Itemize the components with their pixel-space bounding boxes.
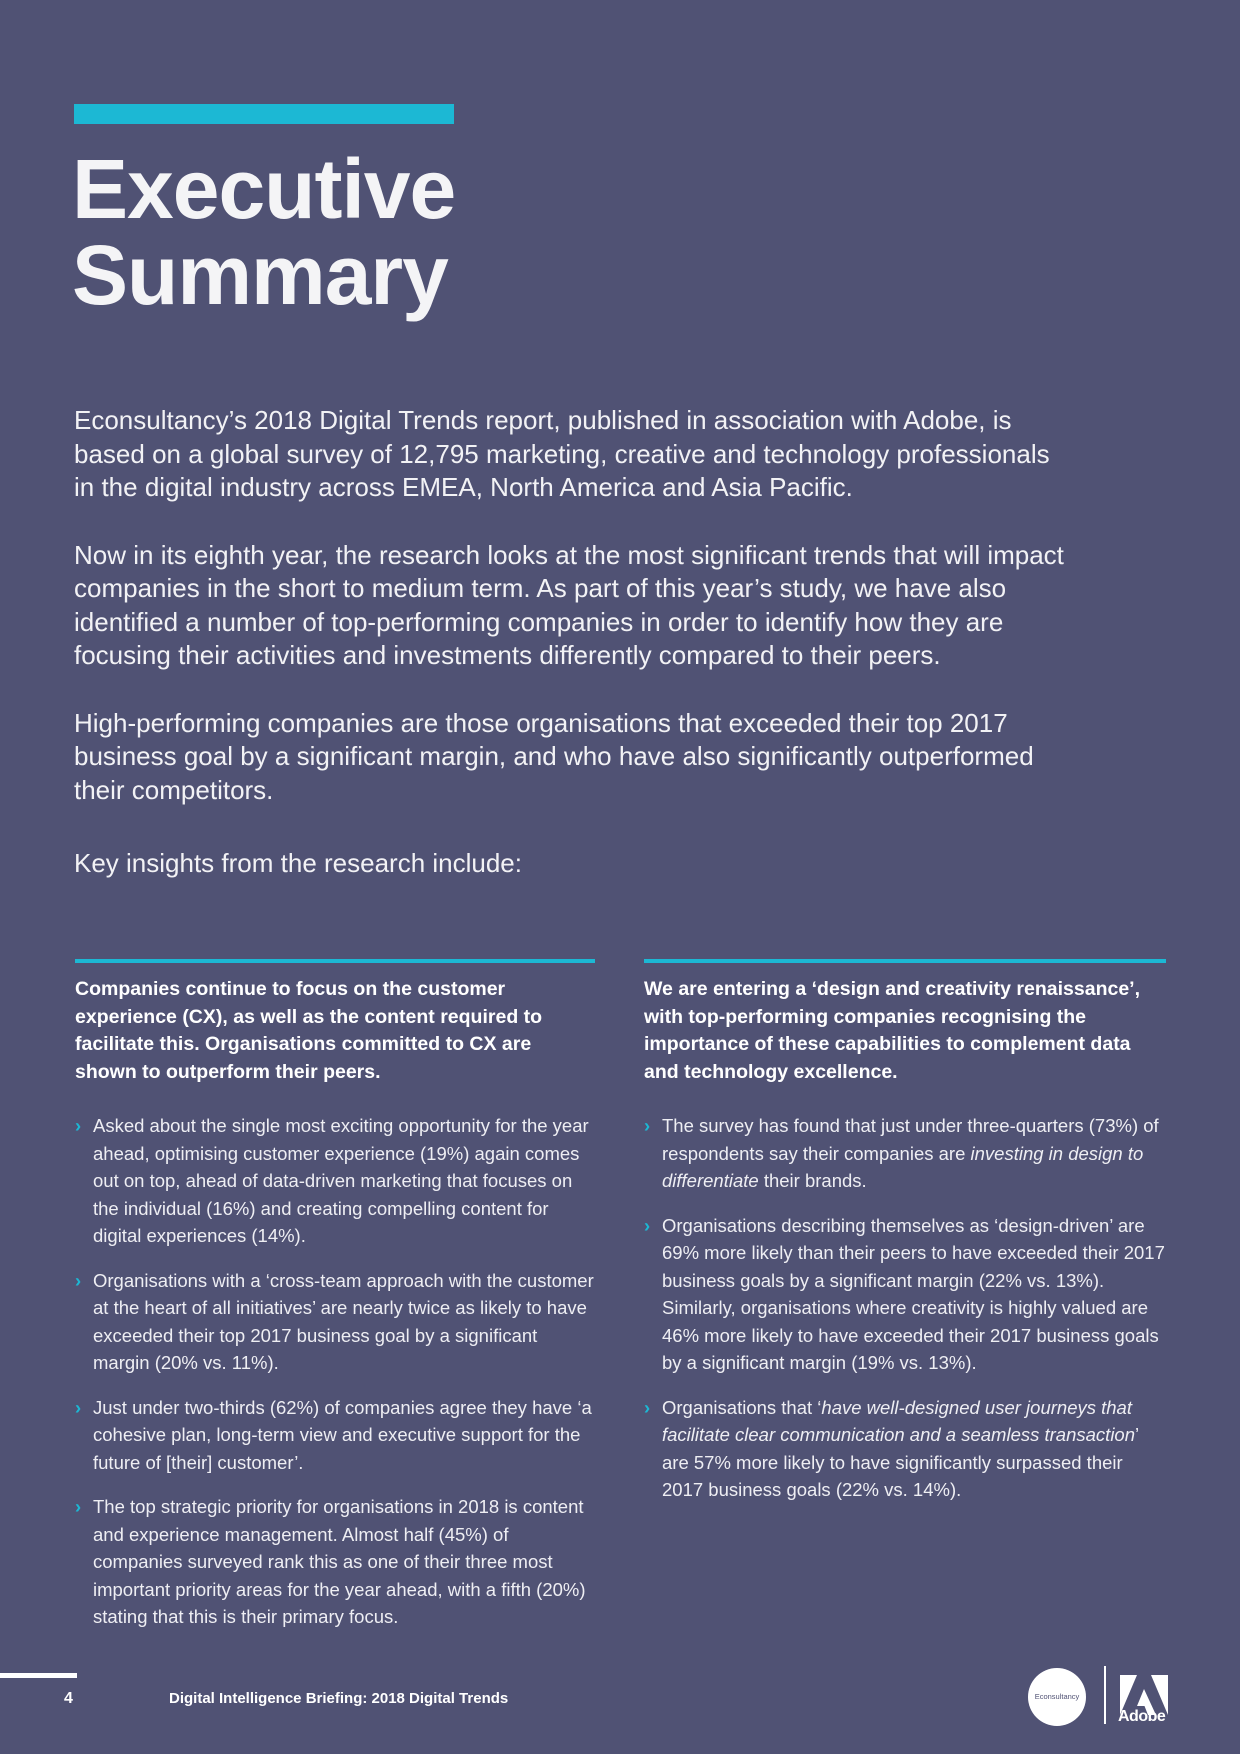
list-item <box>75 1267 595 1377</box>
intro-paragraph-3: High-performing companies are those organisations that exceeded their top 2017 business goal by a significant margin, and who have also significantly outperformed their competitors. <box>74 707 1034 805</box>
page-number: 4 <box>64 1690 73 1707</box>
left-insights-column <box>75 959 595 1648</box>
left-column-lead: Companies continue to focus on the customer experience (CX), as well as the content required to facilitate this. Organisations committed to CX are shown to outperform their peers. <box>75 978 543 1083</box>
footer-rule <box>0 1673 77 1678</box>
list-item <box>644 1212 1166 1377</box>
chevron-right-icon: › <box>75 1115 82 1136</box>
page-title <box>72 142 456 322</box>
right-insights-column <box>644 959 1166 1521</box>
list-item-text-emphasis: investing in design to differentiate <box>662 1142 1144 1191</box>
list-item-text: Asked about the single most exciting opportunity for the year ahead, optimising customer experience (19%) again comes out on top, ahead of data-driven marketing that focuses on the individual (16%) and creating compelling content for digital experiences (14%). <box>93 1115 589 1246</box>
list-item-text: Organisations describing themselves as ‘design-driven’ are 69% more likely than their peers to have exceeded their 2017 business goals by a significant margin (22% vs. 13%). Similarly, organisations where creativity is highly valued are 46% more likely to have exceeded their 2017 business goals by a significant margin (19% vs. 13%). <box>662 1214 1165 1373</box>
footer-report-title: Digital Intelligence Briefing: 2018 Digital Trends <box>169 1690 509 1707</box>
adobe-wordmark: Adobe <box>1118 1708 1166 1725</box>
left-bullet-list <box>75 1112 595 1631</box>
list-item <box>75 1112 595 1250</box>
chevron-right-icon: › <box>644 1214 651 1236</box>
chevron-right-icon: › <box>644 1396 651 1418</box>
econsultancy-logo: Econsultancy <box>1028 1668 1086 1726</box>
intro-paragraph-1: Econsultancy’s 2018 Digital Trends report, published in association with Adobe, is based on a global survey of 12,795 marketing, creative and technology professionals in the digital industry across EMEA, North America and Asia Pacific. <box>74 405 1050 502</box>
key-insights-heading: Key insights from the research include: <box>74 848 522 878</box>
list-item-text: The top strategic priority for organisations in 2018 is content and experience management. Almost half (45%) of companies surveyed rank this as one of their three most important priority areas for the year ahead, with a fifth (20%) stating that this is their primary focus. <box>93 1496 586 1627</box>
page-title-line-2: Summary <box>72 228 448 322</box>
list-item-text: Just under two-thirds (62%) of companies agree they have ‘a cohesive plan, long-term view and executive support for the future of [their] customer’. <box>93 1396 592 1473</box>
list-item <box>644 1394 1166 1504</box>
list-item-text-emphasis: have well-designed user journeys that facilitate clear communication and a seamless transaction <box>662 1396 1136 1445</box>
right-column-rule <box>644 959 1166 963</box>
list-item-text-pre: The survey has found that just under three-quarters (73%) of respondents say their companies are <box>662 1115 1159 1164</box>
title-accent-bar <box>74 104 454 124</box>
page-title-line-1: Executive <box>72 142 456 236</box>
list-item <box>75 1493 595 1631</box>
list-item <box>644 1112 1166 1195</box>
chevron-right-icon: › <box>75 1496 82 1517</box>
chevron-right-icon: › <box>644 1115 651 1136</box>
chevron-right-icon: › <box>75 1396 82 1418</box>
list-item-text-post: their brands. <box>758 1170 867 1191</box>
logo-divider <box>1104 1666 1106 1724</box>
list-item-text-pre: Organisations that ‘ <box>662 1396 822 1418</box>
right-bullet-list <box>644 1112 1166 1504</box>
intro-section <box>74 404 1064 915</box>
intro-paragraph-2: Now in its eighth year, the research looks at the most significant trends that will impact companies in the short to medium term. As part of this year’s study, we have also identified a number of top-performing companies in order to identify how they are focusing their activities and investments differently compared to their peers. <box>74 539 1064 670</box>
chevron-right-icon: › <box>75 1269 82 1291</box>
list-item <box>75 1394 595 1477</box>
list-item-text: Organisations with a ‘cross-team approach with the customer at the heart of all initiatives’ are nearly twice as likely to have exceeded their top 2017 business goal by a significant margin (20% vs. 11%). <box>93 1269 594 1373</box>
left-column-rule <box>75 959 595 963</box>
right-column-lead: We are entering a ‘design and creativity renaissance’, with top-performing companies recognising the importance of these capabilities to complement data and technology excellence. <box>644 978 1141 1083</box>
list-item-text-post: ’ are 57% more likely to have significantly surpassed their 2017 business goals (22% vs. 14%). <box>662 1424 1139 1500</box>
